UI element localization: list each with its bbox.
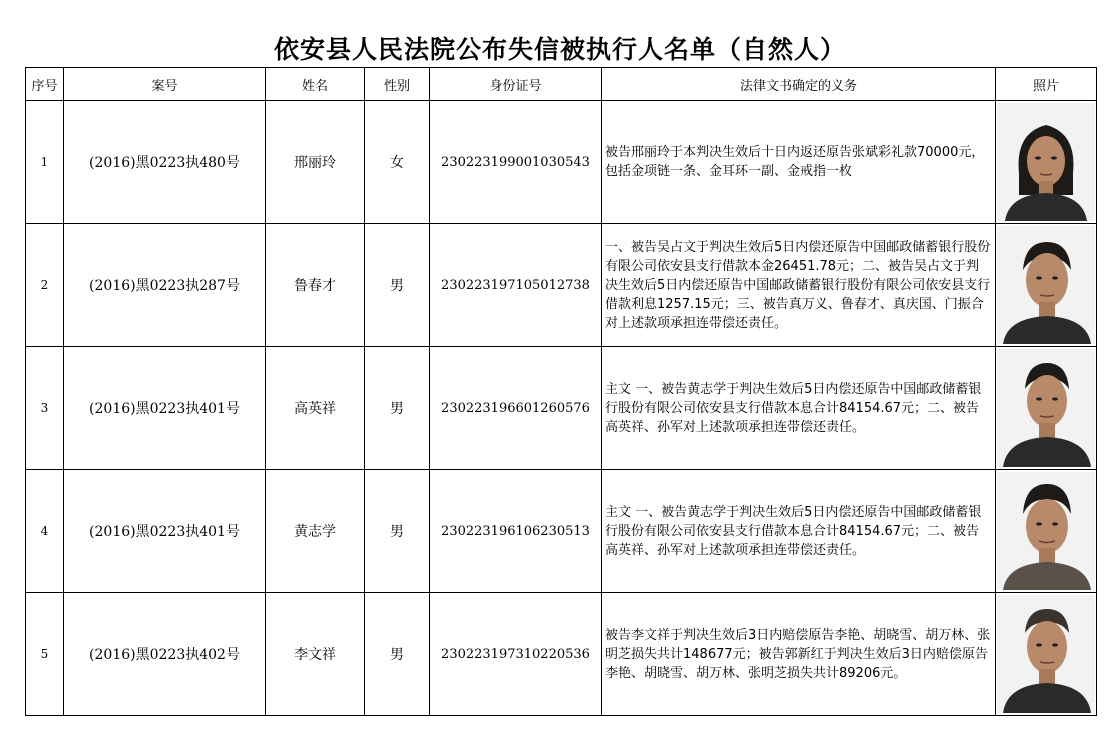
row-seq: 5 <box>26 593 64 716</box>
row-duty: 主文 一、被告黄志学于判决生效后5日内偿还原告中国邮政储蓄银行股份有限公司依安县支行借款本息合计84154.67元；二、被告高英祥、孙军对上述款项承担连带偿还责任。 <box>602 347 996 470</box>
row-gender: 男 <box>365 470 430 593</box>
row-gender: 女 <box>365 101 430 224</box>
row-case-no: (2016)黑0223执401号 <box>64 470 266 593</box>
row-case-no: (2016)黑0223执402号 <box>64 593 266 716</box>
table-row <box>26 101 1097 224</box>
row-seq: 4 <box>26 470 64 593</box>
header-row <box>26 68 1097 101</box>
row-duty: 被告邢丽玲于本判决生效后十日内返还原告张斌彩礼款70000元，包括金项链一条、金耳环一副、金戒指一枚 <box>602 101 996 224</box>
portrait-male-icon <box>997 349 1095 467</box>
row-seq: 2 <box>26 224 64 347</box>
row-name: 李文祥 <box>266 593 365 716</box>
defaulter-table <box>25 67 1097 716</box>
table-row <box>26 593 1097 716</box>
portrait-male-icon <box>997 595 1095 713</box>
row-gender: 男 <box>365 593 430 716</box>
row-duty: 一、被告吴占文于判决生效后5日内偿还原告中国邮政储蓄银行股份有限公司依安县支行借款本金26451.78元；二、被告吴占文于判决生效后5日内偿还原告中国邮政储蓄银行股份有限公司依安县支行借款利息1257.15元；三、被告真万义、鲁春才、真庆国、门振合对上述款项承担连带偿还责任。 <box>602 224 996 347</box>
row-photo <box>996 101 1097 224</box>
row-duty: 主文 一、被告黄志学于判决生效后5日内偿还原告中国邮政储蓄银行股份有限公司依安县支行借款本息合计84154.67元；二、被告高英祥、孙军对上述款项承担连带偿还责任。 <box>602 470 996 593</box>
table-row <box>26 470 1097 593</box>
row-seq: 3 <box>26 347 64 470</box>
portrait-male-icon <box>997 226 1095 344</box>
row-name: 黄志学 <box>266 470 365 593</box>
page-title: 依安县人民法院公布失信被执行人名单（自然人） <box>273 35 846 64</box>
row-name: 鲁春才 <box>266 224 365 347</box>
row-id-no: 230223196601260576 <box>430 347 602 470</box>
row-photo <box>996 224 1097 347</box>
row-case-no: (2016)黑0223执287号 <box>64 224 266 347</box>
row-case-no: (2016)黑0223执480号 <box>64 101 266 224</box>
row-id-no: 230223196106230513 <box>430 470 602 593</box>
column-header-name: 姓名 <box>266 68 365 101</box>
column-header-case-no: 案号 <box>64 68 266 101</box>
row-name: 高英祥 <box>266 347 365 470</box>
column-header-gender: 性别 <box>365 68 430 101</box>
column-header-id-no: 身份证号 <box>430 68 602 101</box>
row-id-no: 230223197310220536 <box>430 593 602 716</box>
row-seq: 1 <box>26 101 64 224</box>
row-gender: 男 <box>365 347 430 470</box>
column-header-photo: 照片 <box>996 68 1097 101</box>
table-row <box>26 347 1097 470</box>
row-name: 邢丽玲 <box>266 101 365 224</box>
row-id-no: 230223197105012738 <box>430 224 602 347</box>
column-header-seq: 序号 <box>26 68 64 101</box>
portrait-female-icon <box>997 103 1095 221</box>
row-case-no: (2016)黑0223执401号 <box>64 347 266 470</box>
row-photo <box>996 470 1097 593</box>
row-gender: 男 <box>365 224 430 347</box>
row-duty: 被告李文祥于判决生效后3日内赔偿原告李艳、胡晓雪、胡万林、张明芝损失共计148677元；被告郭新红于判决生效后3日内赔偿原告李艳、胡晓雪、胡万林、张明芝损失共计89206元。 <box>602 593 996 716</box>
column-header-duty: 法律文书确定的义务 <box>602 68 996 101</box>
row-photo <box>996 593 1097 716</box>
row-photo <box>996 347 1097 470</box>
row-id-no: 230223199001030543 <box>430 101 602 224</box>
portrait-male-icon <box>997 472 1095 590</box>
table-row <box>26 224 1097 347</box>
